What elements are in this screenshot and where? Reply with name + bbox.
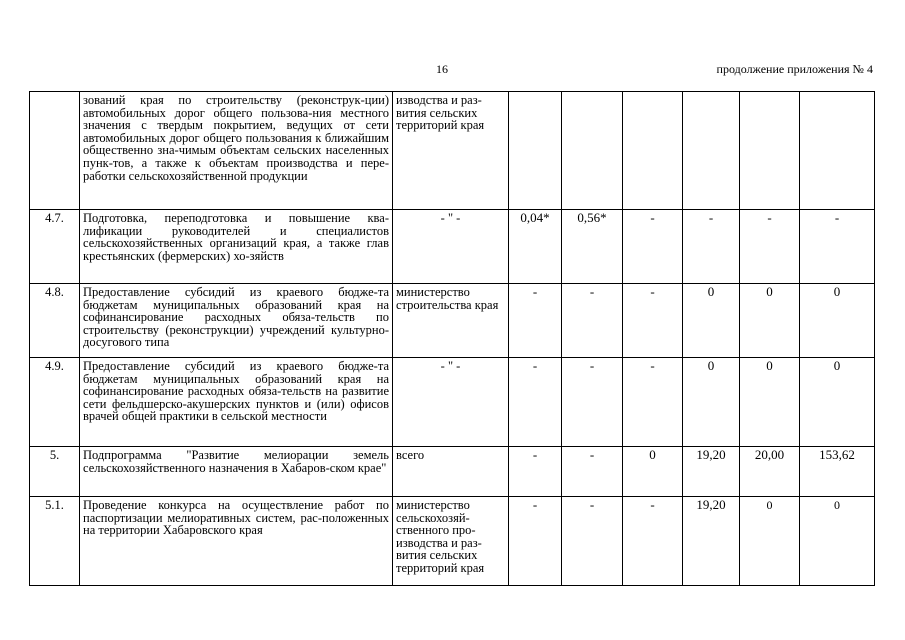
value-cell: -: [623, 210, 683, 284]
value-cell: -: [623, 284, 683, 358]
executor-cell: - " -: [393, 358, 509, 447]
value-cell: 20,00: [740, 447, 800, 497]
value-cell: 153,62: [800, 447, 875, 497]
executor-cell: министерство строительства края: [393, 284, 509, 358]
value-cell: -: [800, 210, 875, 284]
value-cell: 0: [683, 284, 740, 358]
value-cell: 0: [800, 497, 875, 586]
executor-cell: всего: [393, 447, 509, 497]
table-row: [30, 92, 875, 210]
value-cell: -: [562, 284, 623, 358]
value-cell: -: [562, 358, 623, 447]
measure-description: Подготовка, переподготовка и повышение ква-лификации руководителей и специалистов сельскохозяйственных организаций края, а также глав крестьянских (фермерских) хо-зяйств: [80, 210, 393, 284]
value-cell: 0: [623, 447, 683, 497]
value-cell: -: [562, 497, 623, 586]
value-cell: [509, 92, 562, 210]
row-number: 4.7.: [30, 210, 80, 284]
row-number: [30, 92, 80, 210]
table-row: [30, 447, 875, 497]
appendix-continuation-note: продолжение приложения № 4: [716, 62, 873, 76]
measure-description: зований края по строительству (реконструк-ции) автомобильных дорог общего пользова-ния местного значения с твердым покрытием, ведущих от сети автомобильных дорог общего пользования к ближайшим общественно зна-чимым объектам сельских населенных пунк-тов, а также к объектам производства и пере-работки сельскохозяйственной продукции: [80, 92, 393, 210]
row-number: 4.9.: [30, 358, 80, 447]
measure-description: Проведение конкурса на осуществление работ по паспортизации мелиоративных систем, рас-положенных на территории Хабаровского края: [80, 497, 393, 586]
value-cell: -: [562, 447, 623, 497]
value-cell: -: [683, 210, 740, 284]
value-cell: 19,20: [683, 447, 740, 497]
value-cell: -: [623, 358, 683, 447]
value-cell: 0,56*: [562, 210, 623, 284]
value-cell: 0,04*: [509, 210, 562, 284]
table-row: [30, 358, 875, 447]
value-cell: 0: [740, 497, 800, 586]
row-number: 5.1.: [30, 497, 80, 586]
value-cell: 0: [800, 358, 875, 447]
value-cell: 0: [800, 284, 875, 358]
row-number: 4.8.: [30, 284, 80, 358]
value-cell: 0: [740, 358, 800, 447]
value-cell: [683, 92, 740, 210]
value-cell: 0: [740, 284, 800, 358]
value-cell: [740, 92, 800, 210]
value-cell: -: [509, 284, 562, 358]
value-cell: -: [509, 497, 562, 586]
executor-cell: изводства и раз-вития сельских территорий края: [393, 92, 509, 210]
value-cell: [623, 92, 683, 210]
page-number: 16: [436, 62, 448, 76]
measure-description: Предоставление субсидий из краевого бюдже-та бюджетам муниципальных образований края на софинансирование расходных обяза-тельств по строительству (реконструкции) учреждений культурно-досугового типа: [80, 284, 393, 358]
program-measures-table: [29, 91, 875, 586]
value-cell: -: [509, 447, 562, 497]
table-row: [30, 210, 875, 284]
value-cell: -: [509, 358, 562, 447]
value-cell: [800, 92, 875, 210]
table-row: [30, 497, 875, 586]
measure-description: Подпрограмма "Развитие мелиорации земель сельскохозяйственного назначения в Хабаров-ском крае": [80, 447, 393, 497]
value-cell: [562, 92, 623, 210]
value-cell: 19,20: [683, 497, 740, 586]
executor-cell: - " -: [393, 210, 509, 284]
executor-cell: министерство сельскохозяй-ственного про-изводства и раз-вития сельских территорий края: [393, 497, 509, 586]
value-cell: -: [623, 497, 683, 586]
value-cell: -: [740, 210, 800, 284]
table-row: [30, 284, 875, 358]
row-number: 5.: [30, 447, 80, 497]
measure-description: Предоставление субсидий из краевого бюдже-та бюджетам муниципальных образований края на софинансирование расходных обяза-тельств на развитие сети фельдшерско-акушерских пунктов и (или) офисов врачей общей практики в сельской местности: [80, 358, 393, 447]
value-cell: 0: [683, 358, 740, 447]
